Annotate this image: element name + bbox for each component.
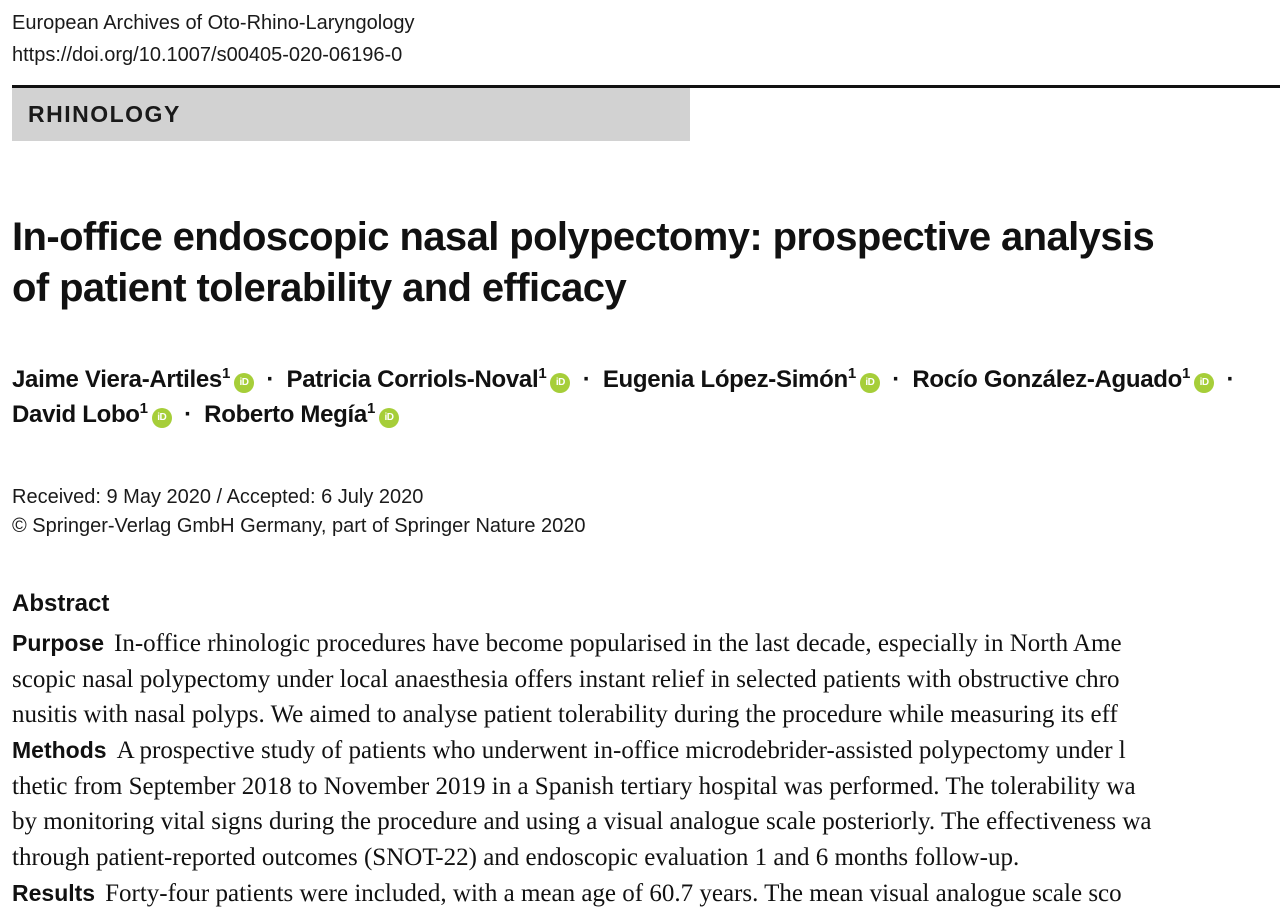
author-name[interactable]: Roberto Megía [204, 401, 367, 428]
article-meta [12, 483, 586, 541]
abstract-body [12, 626, 1280, 912]
journal-header [12, 7, 414, 71]
abstract-line [12, 626, 1280, 662]
author-separator: · [892, 366, 900, 393]
title-line-2: of patient tolerability and efficacy [12, 266, 627, 310]
purpose-label: Purpose [12, 630, 105, 656]
author-separator: · [582, 366, 591, 393]
author-line-1 [12, 362, 1280, 397]
section-label: RHINOLOGY [28, 101, 181, 127]
received-accepted-dates: Received: 9 May 2020 / Accepted: 6 July 2020 [12, 486, 424, 508]
author-line-2 [12, 397, 1280, 432]
orcid-icon[interactable]: iD [550, 373, 570, 393]
abstract-line: nusitis with nasal polyps. We aimed to analyse patient tolerability during the procedure while measuring its eff [12, 701, 1118, 729]
abstract-line: by monitoring vital signs during the procedure and using a visual analogue scale posteriorly. The effectiveness wa [12, 808, 1152, 836]
author-affiliation: 1 [366, 400, 375, 417]
author-list [12, 362, 1280, 432]
orcid-icon[interactable]: iD [1194, 373, 1214, 393]
abstract-heading: Abstract [12, 590, 110, 617]
title-line-1: In-office endoscopic nasal polypectomy: prospective analysis [12, 215, 1155, 259]
abstract-line [12, 733, 1280, 769]
abstract-line: scopic nasal polypectomy under local anaesthesia offers instant relief in selected patients with obstructive chro [12, 665, 1120, 693]
author-separator: · [184, 401, 192, 428]
journal-doi-link[interactable]: https://doi.org/10.1007/s00405-020-06196-0 [12, 44, 403, 66]
author-name[interactable]: Patricia Corriols-Noval [286, 366, 539, 393]
abstract-line: through patient-reported outcomes (SNOT-22) and endoscopic evaluation 1 and 6 months follow-up. [12, 844, 1020, 872]
author-separator: · [1226, 366, 1235, 393]
results-label: Results [12, 879, 96, 906]
copyright-notice: © Springer-Verlag GmbH Germany, part of Springer Nature 2020 [12, 515, 586, 537]
author-name[interactable]: Eugenia López-Simón [602, 366, 848, 393]
abstract-line [12, 876, 1280, 912]
orcid-icon[interactable]: iD [152, 408, 172, 428]
author-affiliation: 1 [1182, 365, 1191, 382]
author-name[interactable]: Rocío González-Aguado [912, 366, 1183, 393]
orcid-icon[interactable]: iD [379, 408, 399, 428]
methods-text: A prospective study of patients who underwent in-office microdebrider-assisted polypectomy under l [116, 737, 1126, 765]
author-affiliation: 1 [538, 365, 547, 382]
results-text: Forty-four patients were included, with a mean age of 60.7 years. The mean visual analogue scale sco [105, 879, 1122, 907]
abstract-line: thetic from September 2018 to November 2019 in a Spanish tertiary hospital was performed. The tolerability wa [12, 772, 1136, 800]
author-name[interactable]: Jaime Viera-Artiles [12, 366, 222, 393]
author-affiliation: 1 [847, 365, 856, 382]
author-affiliation: 1 [139, 400, 148, 417]
author-affiliation: 1 [221, 365, 231, 382]
orcid-icon[interactable]: iD [860, 373, 880, 393]
author-name[interactable]: David Lobo [12, 401, 140, 428]
methods-label: Methods [12, 737, 107, 764]
article-title [12, 212, 1272, 314]
journal-name: European Archives of Oto-Rhino-Laryngology [12, 12, 415, 34]
orcid-icon[interactable]: iD [234, 373, 254, 393]
author-separator: · [266, 366, 275, 393]
purpose-text: In-office rhinologic procedures have become popularised in the last decade, especially in North Ame [114, 630, 1122, 657]
section-band [12, 88, 690, 141]
